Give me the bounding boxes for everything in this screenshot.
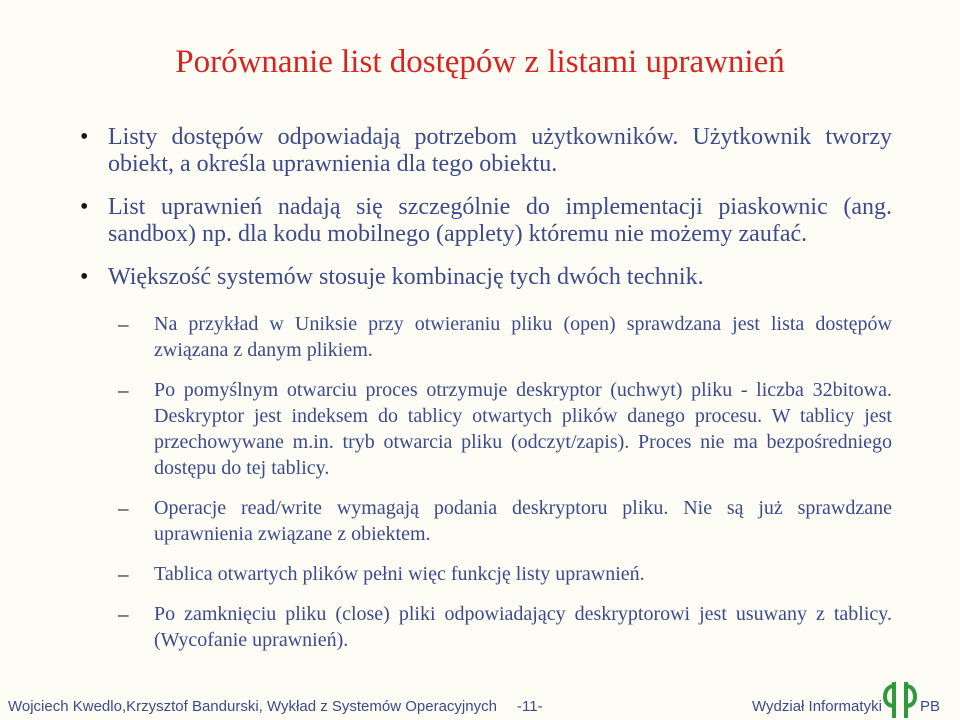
footer-faculty: Wydział Informatyki <box>752 698 882 715</box>
footer-authors: Wojciech Kwedlo,Krzysztof Bandurski, Wykład z Systemów Operacyjnych <box>8 698 497 715</box>
sub-item-text: Tablica otwartych plików pełni więc funkcję listy uprawnień. <box>154 563 645 585</box>
slide-footer <box>0 680 960 720</box>
dash-icon: – <box>118 602 129 626</box>
dash-icon: – <box>118 378 129 402</box>
sub-item-text: Operacje read/write wymagają podania deskryptoru pliku. Nie są już sprawdzane uprawnienia związane z obiektem. <box>154 497 892 545</box>
bullet-icon: • <box>80 194 89 220</box>
dash-icon: – <box>118 562 129 586</box>
bullet-icon: • <box>80 264 89 290</box>
sub-item-text: Po pomyślnym otwarciu proces otrzymuje deskryptor (uchwyt) pliku - liczba 32bitowa. Deskryptor jest indeksem do tablicy otwartych plików danego procesu. W tablicy jest przechowywane m.in. tryb otwarcia pliku (odczyt/zapis). Proces nie ma bezpośredniego dostępu do tej tablicy. <box>154 379 892 479</box>
bullet-text: List uprawnień nadają się szczególnie do implementacji piaskownic (ang. sandbox) np. dla kodu mobilnego (applety) któremu nie możemy zaufać. <box>108 194 892 247</box>
slide-title: Porównanie list dostępów z listami uprawnień <box>175 44 785 80</box>
sub-item <box>118 377 892 481</box>
sub-item <box>118 601 892 653</box>
sub-item <box>118 561 892 587</box>
sub-item <box>118 311 892 363</box>
sub-item-text: Na przykład w Uniksie przy otwieraniu pliku (open) sprawdzana jest lista dostępów związana z danym plikiem. <box>154 313 892 361</box>
dash-icon: – <box>118 496 129 520</box>
bullet-text: Listy dostępów odpowiadają potrzebom użytkowników. Użytkownik tworzy obiekt, a określa uprawnienia dla tego obiektu. <box>108 124 892 177</box>
bullet-item <box>80 264 892 297</box>
bullet-item <box>80 194 892 254</box>
page-number: -11- <box>517 698 543 715</box>
bullet-text: Większość systemów stosuje kombinację tych dwóch technik. <box>108 264 704 290</box>
dash-icon: – <box>118 312 129 336</box>
bullet-item <box>80 124 892 184</box>
sub-item-text: Po zamknięciu pliku (close) pliki odpowiadający deskryptorowi jest usuwany z tablicy. (Wycofanie uprawnień). <box>154 603 892 651</box>
slide-content <box>80 124 892 663</box>
footer-pb: PB <box>920 698 941 715</box>
sub-item <box>118 495 892 547</box>
bullet-icon: • <box>80 124 89 150</box>
faculty-logo-icon <box>882 680 918 720</box>
